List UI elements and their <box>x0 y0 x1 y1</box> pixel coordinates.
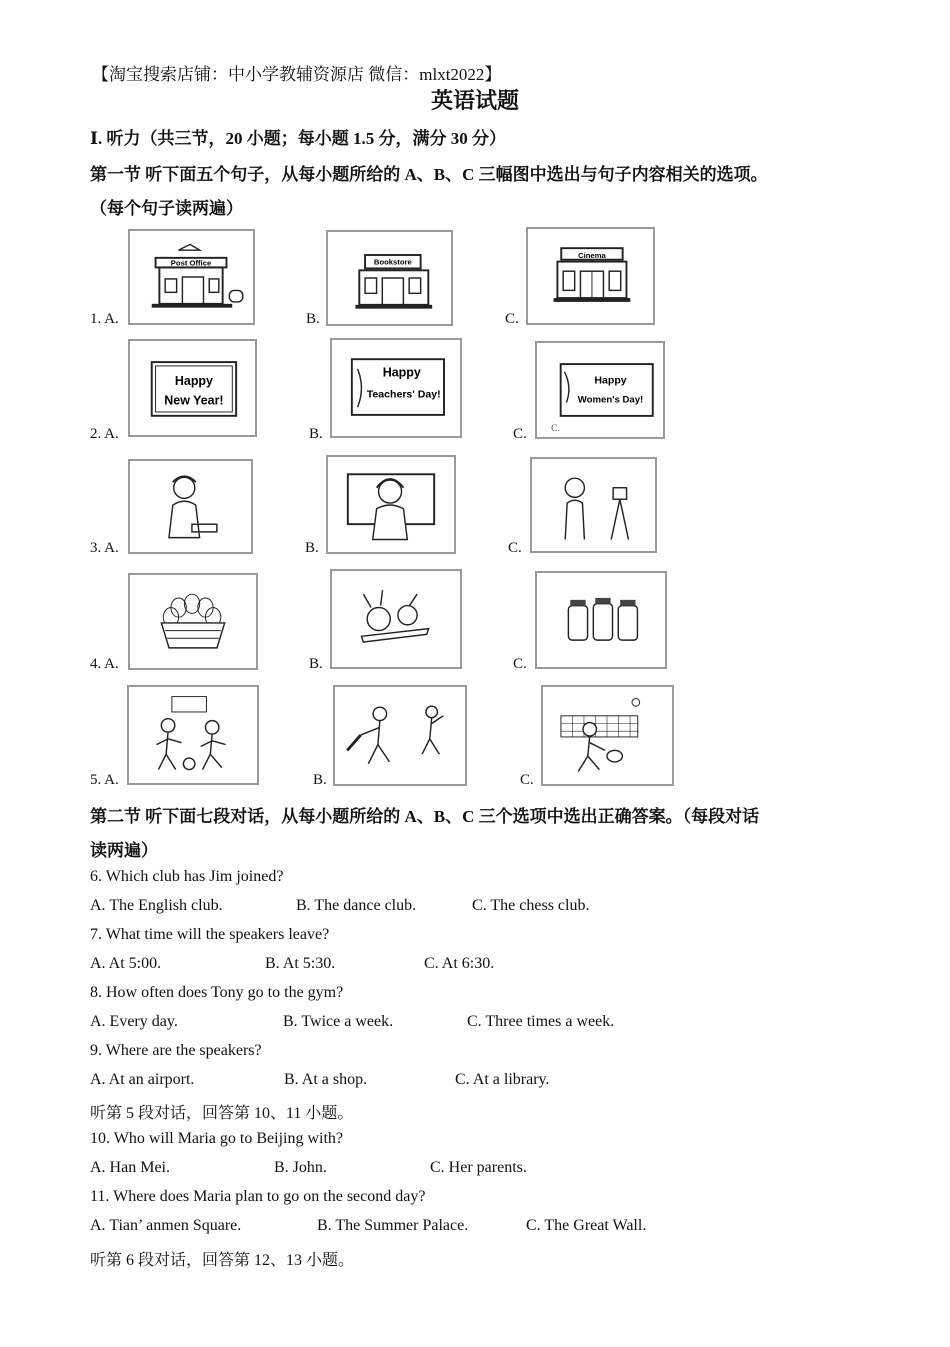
q5-picture-c <box>541 685 674 786</box>
q3-label-c: C. <box>508 540 522 556</box>
section2-instruction-cont: 读两遍） <box>90 841 158 860</box>
baseball-icon <box>335 687 465 784</box>
svg-text:Cinema: Cinema <box>578 250 606 260</box>
q6-option-b: B. The dance club. <box>296 897 417 914</box>
part1-heading: Ⅰ. 听力（共三节，20 小题；每小题 1.5 分，满分 30 分） <box>90 129 506 148</box>
q1-picture-a <box>128 229 255 325</box>
cinema-icon <box>528 229 653 323</box>
jars-icon <box>537 573 665 667</box>
q9-option-c: C. At a library. <box>455 1071 550 1088</box>
q4-picture-c <box>535 571 667 669</box>
football-icon <box>129 687 257 783</box>
svg-text:Happy: Happy <box>594 374 627 387</box>
svg-text:Women's Day!: Women's Day! <box>577 394 644 406</box>
q10-option-c: C. Her parents. <box>430 1159 527 1176</box>
q5-picture-b <box>333 685 467 786</box>
svg-text:Happy: Happy <box>382 365 421 380</box>
page-title: 英语试题 <box>430 88 519 113</box>
q3-picture-b <box>326 455 456 554</box>
dialogue-5-note: 听第 5 段对话，回答第 10、11 小题。 <box>90 1105 354 1122</box>
question-9: 9. Where are the speakers? <box>90 1042 262 1059</box>
q2-picture-b <box>330 338 462 438</box>
q8-option-b: B. Twice a week. <box>283 1013 394 1030</box>
q6-option-a: A. The English club. <box>90 897 223 914</box>
q8-option-c: C. Three times a week. <box>467 1013 615 1030</box>
q7-option-b: B. At 5:30. <box>265 955 336 972</box>
q5-label-c: C. <box>520 772 534 788</box>
svg-text:New Year!: New Year! <box>164 393 224 408</box>
q1-label-b: B. <box>306 311 320 327</box>
q4-label-a: 4. A. <box>90 656 119 672</box>
q3-picture-a <box>128 459 253 554</box>
womens-day-card-icon <box>537 343 663 437</box>
q3-label-b: B. <box>305 540 319 556</box>
question-10: 10. Who will Maria go to Beijing with? <box>90 1130 344 1147</box>
q11-option-a: A. Tian’ anmen Square. <box>90 1217 242 1234</box>
q5-label-a: 5. A. <box>90 772 119 788</box>
photographer-icon <box>532 459 655 551</box>
q1-picture-b <box>326 230 453 326</box>
q4-label-b: B. <box>309 656 323 672</box>
shop-header: 【淘宝搜索店铺：中小学教辅资源店 微信：mlxt2022】 <box>92 65 502 84</box>
q7-option-c: C. At 6:30. <box>424 955 495 972</box>
svg-text:Bookstore: Bookstore <box>373 257 412 267</box>
egg-basket-icon <box>130 575 256 668</box>
q1-label-c: C. <box>505 311 519 327</box>
q1-label-a: 1. A. <box>90 311 119 327</box>
q9-option-b: B. At a shop. <box>284 1071 368 1088</box>
q11-option-b: B. The Summer Palace. <box>317 1217 469 1234</box>
q5-picture-a <box>127 685 259 785</box>
dialogue-6-note: 听第 6 段对话，回答第 12、13 小题。 <box>90 1252 355 1269</box>
q10-option-a: A. Han Mei. <box>90 1159 170 1176</box>
q9-option-a: A. At an airport. <box>90 1071 195 1088</box>
post-office-icon <box>130 231 253 323</box>
svg-text:C.: C. <box>551 423 560 435</box>
q6-option-c: C. The chess club. <box>472 897 590 914</box>
q2-label-c: C. <box>513 426 527 442</box>
question-11: 11. Where does Maria plan to go on the second day? <box>90 1188 426 1205</box>
q2-label-a: 2. A. <box>90 426 119 442</box>
q11-option-c: C. The Great Wall. <box>526 1217 647 1234</box>
q3-picture-c <box>530 457 657 553</box>
teachers-day-card-icon <box>332 340 460 436</box>
nurse-icon <box>130 461 251 552</box>
svg-text:Happy: Happy <box>174 374 213 389</box>
q2-label-b: B. <box>309 426 323 442</box>
q5-label-b: B. <box>313 772 327 788</box>
q8-option-a: A. Every day. <box>90 1013 178 1030</box>
question-8: 8. How often does Tony go to the gym? <box>90 984 344 1001</box>
q3-label-a: 3. A. <box>90 540 119 556</box>
q10-option-b: B. John. <box>274 1159 327 1176</box>
new-year-card-icon <box>130 341 255 435</box>
section2-instruction: 第二节 听下面七段对话，从每小题所给的 A、B、C 三个选项中选出正确答案。（每段对话 <box>90 807 760 826</box>
q4-label-c: C. <box>513 656 527 672</box>
q4-picture-a <box>128 573 258 670</box>
section1-instruction-cont: （每个句子读两遍） <box>90 199 243 218</box>
vegetables-icon <box>332 571 460 667</box>
q1-picture-c <box>526 227 655 325</box>
q4-picture-b <box>330 569 462 669</box>
section1-instruction: 第一节 听下面五个句子，从每小题所给的 A、B、C 三幅图中选出与句子内容相关的选项。 <box>90 165 768 184</box>
question-6: 6. Which club has Jim joined? <box>90 868 284 885</box>
tennis-icon <box>543 687 672 784</box>
q2-picture-a <box>128 339 257 437</box>
svg-text:Teachers' Day!: Teachers' Day! <box>366 388 441 401</box>
svg-text:Post Office: Post Office <box>170 258 212 268</box>
q2-picture-c <box>535 341 665 439</box>
bookstore-icon <box>328 232 451 324</box>
question-7: 7. What time will the speakers leave? <box>90 926 330 943</box>
teacher-icon <box>328 457 454 552</box>
q7-option-a: A. At 5:00. <box>90 955 162 972</box>
